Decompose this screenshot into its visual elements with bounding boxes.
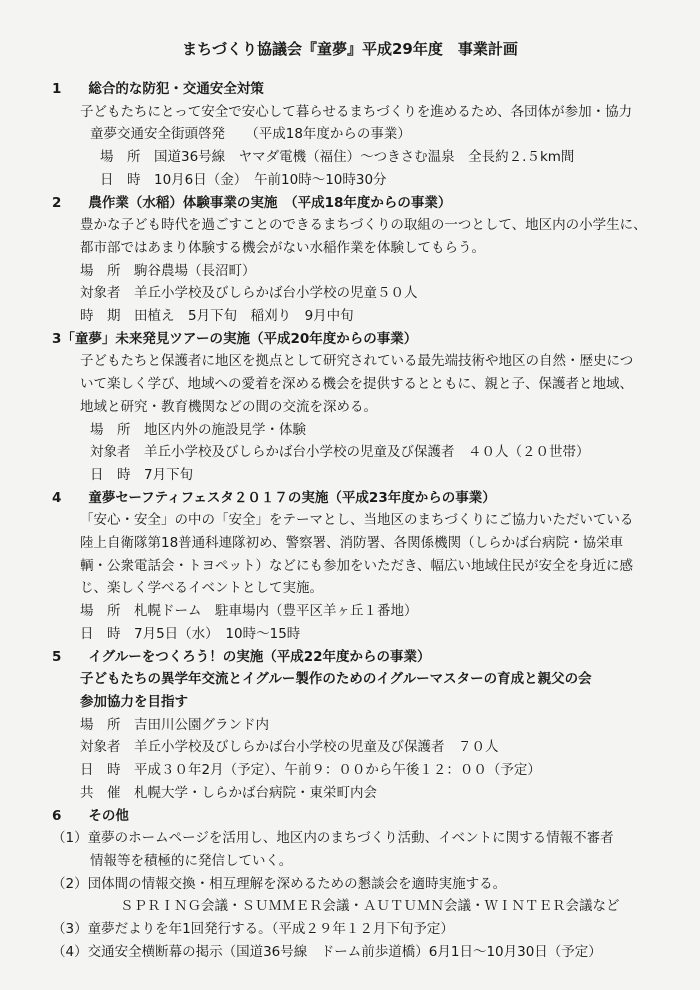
section-line: 場 所 駒谷農場（長沼町） [80, 262, 256, 279]
section-line: 「安心・安全」の中の「安全」をテーマとし、当地区のまちづくりにご協力いただいている [80, 512, 634, 529]
section-line: 場 所 地区内外の施設見学・体験 [90, 421, 306, 438]
section-line: 日 時 7月5日（水） 10時～15時 [80, 625, 301, 642]
section-line: 地域と研究・教育機関などの間の交流を深める。 [80, 398, 377, 415]
section-heading: 2 農作業（水稲）体験事業の実施 （平成18年度からの事業） [52, 194, 452, 211]
section-3 [52, 328, 672, 487]
section-line: 子どもたちにとって安全で安心して暮らせるまちづくりを進めるため、各団体が参加・協力 [80, 103, 633, 120]
section-line: 情報等を積極的に発信していく。 [90, 852, 293, 869]
section-line: 対象者 羊丘小学校及びしらかば台小学校の児童及び保護者 ４０人（２０世帯） [90, 444, 590, 461]
section-line: 場 所 札幌ドーム 駐車場内（豊平区羊ヶ丘１番地） [80, 603, 418, 620]
section-line: （4）交通安全横断幕の掲示（国道36号線 ドーム前歩道橋）6月1日～10月30日（予定） [52, 943, 602, 960]
section-line: 場 所 国道36号線 ヤマダ電機（福住）～つきさむ温泉 全長約２.５km間 [100, 149, 575, 166]
section-line: 日 時 10月6日（金） 午前10時～10時30分 [100, 171, 387, 188]
section-line: 共 催 札幌大学・しらかば台病院・東栄町内会 [80, 784, 377, 801]
section-line: （1）童夢のホームページを活用し、地区内のまちづくり活動、イベントに関する情報不審者 [52, 830, 614, 847]
section-line: 対象者 羊丘小学校及びしらかば台小学校の児童及び保護者 ７０人 [80, 739, 499, 756]
section-line: いて楽しく学び、地域への愛着を深める機会を提供するとともに、親と子、保護者と地域、 [80, 376, 633, 393]
section-line: 童夢交通安全街頭啓発 （平成18年度からの事業） [90, 126, 411, 143]
section-heading: 1 総合的な防犯・交通安全対策 [52, 81, 264, 97]
section-line: 豊かな子ども時代を過ごすことのできるまちづくりの取組の一つとして、地区内の小学生に、 [80, 217, 647, 234]
section-heading: 4 童夢セーフティフェスタ２０１７の実施（平成23年度からの事業） [52, 489, 496, 506]
section-5 [52, 646, 672, 805]
section-1 [52, 78, 672, 192]
section-line: 場 所 吉田川公園グランド内 [80, 716, 269, 733]
section-line: 輌・公衆電話会・トヨペット）などにも参加をいただき、幅広い地域住民が安全を身近に感 [80, 557, 633, 574]
section-line: 参加協力を目指す [80, 693, 188, 710]
document-title: まちづくり協議会『童夢』平成29年度 事業計画 [182, 40, 518, 58]
section-line: 子どもたちの異学年交流とイグルー製作のためのイグルーマスターの育成と親父の会 [80, 671, 592, 688]
section-line: （2）団体間の情報交換・相互理解を深めるための懇談会を適時実施する。 [52, 875, 507, 892]
section-line: 都市部ではあまり体験する機会がない水稲作業を体験してもらう。 [80, 239, 485, 256]
section-line: 日 時 7月下旬 [90, 466, 194, 483]
section-line: 対象者 羊丘小学校及びしらかば台小学校の児童５０人 [80, 285, 418, 302]
section-line: 時 期 田植え 5月下旬 稲刈り 9月中旬 [80, 308, 354, 325]
section-heading: 3「童夢」未来発見ツアーの実施（平成20年度からの事業） [52, 330, 418, 347]
section-line: 子どもたちと保護者に地区を拠点として研究されている最先端技術や地区の自然・歴史につ [80, 353, 634, 370]
section-heading: 5 イグルーをつくろう！の実施（平成22年度からの事業） [52, 648, 431, 665]
section-heading: 6 その他 [52, 807, 129, 824]
section-line: ＳＰＲＩＮＧ会議・ＳＵＭＭＥＲ会議・ＡＵＴＵＭＮ会議・ＷＩＮＴＥＲ会議など [120, 898, 620, 915]
section-line: （3）童夢だよりを年1回発行する。（平成２９年１２月下旬予定） [52, 921, 454, 938]
section-4 [52, 487, 672, 646]
section-line: 日 時 平成３０年2月（予定）、午前９：００から午後１２：００（予定） [80, 762, 541, 779]
section-6 [52, 805, 672, 964]
document-body [52, 78, 672, 963]
section-2 [52, 192, 672, 328]
section-line: 陸上自衛隊第18普通科連隊初め、警察署、消防署、各関係機関（しらかば台病院・協栄車 [80, 535, 624, 552]
section-line: じ、楽しく学べるイベントとして実施。 [80, 580, 323, 597]
